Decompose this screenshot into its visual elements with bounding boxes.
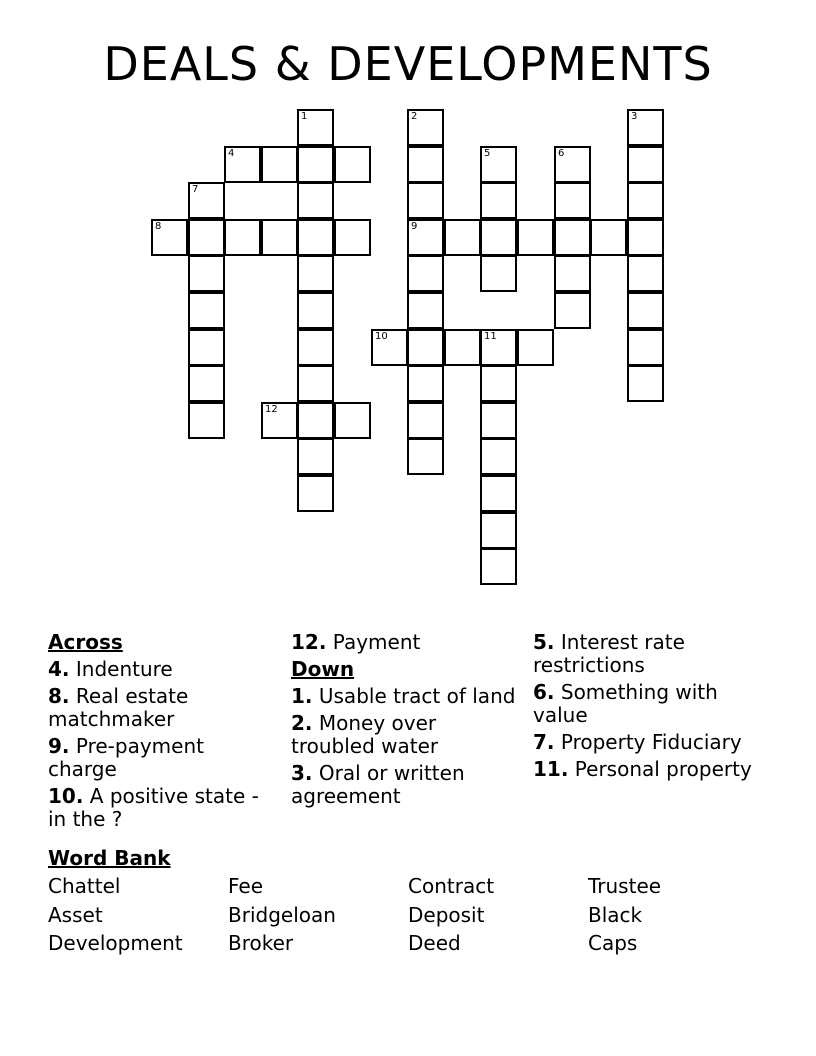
word-bank-word: Trustee — [588, 874, 662, 898]
grid-cell[interactable] — [554, 219, 591, 256]
grid-cell[interactable] — [554, 255, 591, 292]
grid-cell[interactable] — [407, 219, 444, 256]
grid-cell[interactable] — [627, 329, 664, 366]
cell-number: 10 — [375, 331, 388, 342]
word-bank-word: Development — [48, 931, 183, 955]
grid-cell[interactable] — [480, 548, 517, 585]
grid-cell[interactable] — [297, 255, 334, 292]
grid-cell[interactable] — [407, 292, 444, 329]
grid-cell[interactable] — [480, 182, 517, 219]
grid-cell[interactable] — [188, 329, 225, 366]
grid-cell[interactable] — [627, 182, 664, 219]
grid-cell[interactable] — [407, 109, 444, 146]
grid-cell[interactable] — [297, 219, 334, 256]
grid-cell[interactable] — [554, 182, 591, 219]
grid-cell[interactable] — [444, 329, 481, 366]
clue-item: 5. Interest rate restrictions — [533, 630, 685, 677]
grid-cell[interactable] — [480, 475, 517, 512]
grid-cell[interactable] — [188, 182, 225, 219]
clue-item: 3. Oral or written agreement — [291, 761, 465, 808]
clue-item: 9. Pre-payment charge — [48, 734, 204, 781]
grid-cell[interactable] — [480, 402, 517, 439]
word-bank-word: Fee — [228, 874, 264, 898]
grid-cell[interactable] — [407, 402, 444, 439]
cell-number: 4 — [228, 148, 235, 159]
cell-number: 5 — [484, 148, 491, 159]
grid-cell[interactable] — [151, 219, 188, 256]
grid-cell[interactable] — [480, 329, 517, 366]
grid-cell[interactable] — [627, 219, 664, 256]
grid-cell[interactable] — [407, 182, 444, 219]
grid-cell[interactable] — [297, 438, 334, 475]
clue-item: 4. Indenture — [48, 657, 173, 681]
grid-cell[interactable] — [480, 438, 517, 475]
grid-cell[interactable] — [627, 365, 664, 402]
clue-item: 8. Real estate matchmaker — [48, 684, 189, 731]
grid-cell[interactable] — [188, 402, 225, 439]
cell-number: 6 — [558, 148, 565, 159]
cell-number: 11 — [484, 331, 497, 342]
grid-cell[interactable] — [554, 146, 591, 183]
clue-item: 7. Property Fiduciary — [533, 730, 742, 754]
grid-cell[interactable] — [297, 402, 334, 439]
grid-cell[interactable] — [224, 219, 261, 256]
grid-cell[interactable] — [627, 255, 664, 292]
grid-cell[interactable] — [188, 255, 225, 292]
grid-cell[interactable] — [334, 402, 371, 439]
clue-across-12: 12. Payment — [291, 630, 421, 654]
cell-number: 9 — [411, 221, 418, 232]
grid-cell[interactable] — [297, 365, 334, 402]
grid-cell[interactable] — [480, 512, 517, 549]
grid-cell[interactable] — [407, 146, 444, 183]
grid-cell[interactable] — [334, 219, 371, 256]
grid-cell[interactable] — [480, 219, 517, 256]
word-bank-word: Bridgeloan — [228, 902, 336, 927]
grid-cell[interactable] — [188, 365, 225, 402]
word-bank-word: Contract — [408, 874, 495, 898]
grid-cell[interactable] — [517, 329, 554, 366]
grid-cell[interactable] — [297, 329, 334, 366]
grid-cell[interactable] — [480, 255, 517, 292]
word-bank-word: Black — [588, 902, 643, 927]
grid-cell[interactable] — [297, 182, 334, 219]
grid-cell[interactable] — [480, 365, 517, 402]
grid-cell[interactable] — [627, 292, 664, 329]
grid-cell[interactable] — [627, 109, 664, 146]
word-bank-word: Deposit — [408, 902, 485, 927]
grid-cell[interactable] — [188, 219, 225, 256]
grid-cell[interactable] — [261, 219, 298, 256]
clue-column-1 — [48, 631, 278, 835]
cell-number: 8 — [155, 221, 162, 232]
grid-cell[interactable] — [334, 146, 371, 183]
grid-cell[interactable] — [517, 219, 554, 256]
grid-cell[interactable] — [261, 146, 298, 183]
word-bank-word: Caps — [588, 931, 638, 955]
clue-item: 11. Personal property — [533, 757, 752, 781]
grid-cell[interactable] — [444, 219, 481, 256]
puzzle-title: DEALS & DEVELOPMENTS — [103, 37, 713, 91]
grid-cell[interactable] — [407, 365, 444, 402]
clue-item: 2. Money over troubled water — [291, 711, 439, 758]
grid-cell[interactable] — [554, 292, 591, 329]
down-heading: Down — [291, 657, 355, 681]
grid-cell[interactable] — [188, 292, 225, 329]
cell-number: 12 — [265, 404, 278, 415]
grid-cell[interactable] — [407, 255, 444, 292]
word-bank-word: Deed — [408, 931, 461, 955]
grid-cell[interactable] — [627, 146, 664, 183]
grid-cell[interactable] — [297, 109, 334, 146]
cell-number: 2 — [411, 111, 418, 122]
grid-cell[interactable] — [297, 292, 334, 329]
word-bank-word: Chattel — [48, 874, 121, 898]
grid-cell[interactable] — [297, 146, 334, 183]
clue-column-2 — [291, 631, 521, 812]
cell-number: 7 — [192, 184, 199, 195]
across-heading: Across — [48, 630, 123, 654]
cell-number: 3 — [631, 111, 638, 122]
grid-cell[interactable] — [371, 329, 408, 366]
clue-item: 10. A positive state - in the ? — [48, 784, 259, 831]
word-bank-title: Word Bank — [48, 846, 171, 870]
grid-cell[interactable] — [407, 329, 444, 366]
cell-number: 1 — [301, 111, 308, 122]
word-bank-word: Broker — [228, 931, 294, 955]
grid-cell[interactable] — [224, 146, 261, 183]
grid-cell[interactable] — [480, 146, 517, 183]
word-bank-word: Asset — [48, 902, 103, 927]
grid-cell[interactable] — [407, 438, 444, 475]
grid-cell[interactable] — [261, 402, 298, 439]
grid-cell[interactable] — [590, 219, 627, 256]
grid-cell[interactable] — [297, 475, 334, 512]
clue-item: 6. Something with value — [533, 680, 718, 727]
clue-column-3 — [533, 631, 763, 785]
clue-item: 1. Usable tract of land — [291, 684, 516, 708]
